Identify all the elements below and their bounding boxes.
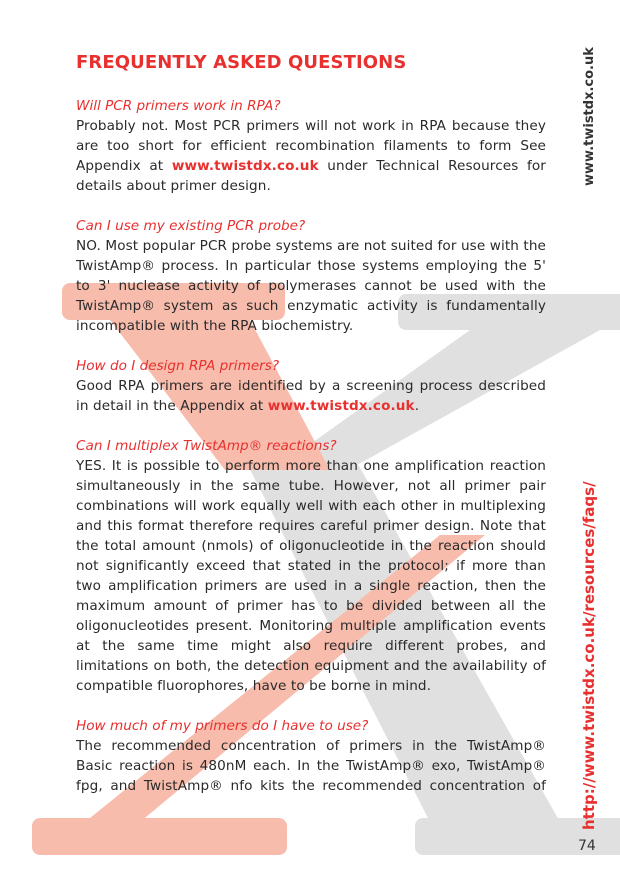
website-link[interactable]: www.twistdx.co.uk [171, 158, 319, 174]
faq-question: How do I design RPA primers? [76, 358, 280, 374]
faq-answer: YES. It is possible to perform more than one amplification reaction simultaneously in the same tube. However, not all primer pair combinations will work equally well with each other in multiplexing and this format therefore requires careful primer design. Note that the total amount (nmols) of oligonucleotide in the reaction should not significantly exceed that stated in the protocol; if more than two amplification primers are used in a single reaction, then the maximum amount of primer has to be divided between all the oligonucleotides present. Monitoring multiple amplification events at the same time might also require different probes, and limitations on both, the detection equipment and the availability of compatible fluorophores, have to be borne in mind. [76, 458, 546, 694]
faq-answer [76, 376, 546, 416]
faq-answer: NO. Most popular PCR probe systems are not suited for use with the TwistAmp® process. In particular those systems employing the 5' to 3' nuclease activity of polymerases cannot be used with the TwistAmp® system as such enzymatic activity is fundamentally incompatible with the RPA biochemistry. [76, 238, 546, 334]
page-number: 74 [578, 838, 596, 854]
faq-question: Will PCR primers work in RPA? [76, 98, 281, 114]
side-website-url[interactable]: www.twistdx.co.uk [582, 47, 597, 186]
faq-question: How much of my primers do I have to use? [76, 718, 369, 734]
faq-answer: The recommended concentration of primers in the TwistAmp® Basic reaction is 480nM each. In the TwistAmp® exo, TwistAmp® fpg, and TwistAmp® nfo kits the recommended concentration of [76, 738, 546, 794]
website-link[interactable]: www.twistdx.co.uk [267, 398, 415, 414]
faq-question: Can I use my existing PCR probe? [76, 218, 306, 234]
answer-text: Good RPA primers are identified by a screening process described in detail in the Appendix at [76, 378, 546, 414]
faq-question: Can I multiplex TwistAmp® reactions? [76, 438, 337, 454]
side-faq-url[interactable]: http://www.twistdx.co.uk/resources/faqs/ [580, 481, 598, 830]
answer-text: . [414, 398, 420, 414]
answer-text: Probably not. Most PCR primers will not work in RPA because they are too short for efficient recombination filaments to form See Appendix at [76, 118, 546, 174]
faq-content [76, 52, 546, 816]
answer-text: under Technical Resources for details about primer design. [76, 158, 546, 194]
page-title: FREQUENTLY ASKED QUESTIONS [76, 52, 407, 73]
faq-answer [76, 116, 546, 196]
